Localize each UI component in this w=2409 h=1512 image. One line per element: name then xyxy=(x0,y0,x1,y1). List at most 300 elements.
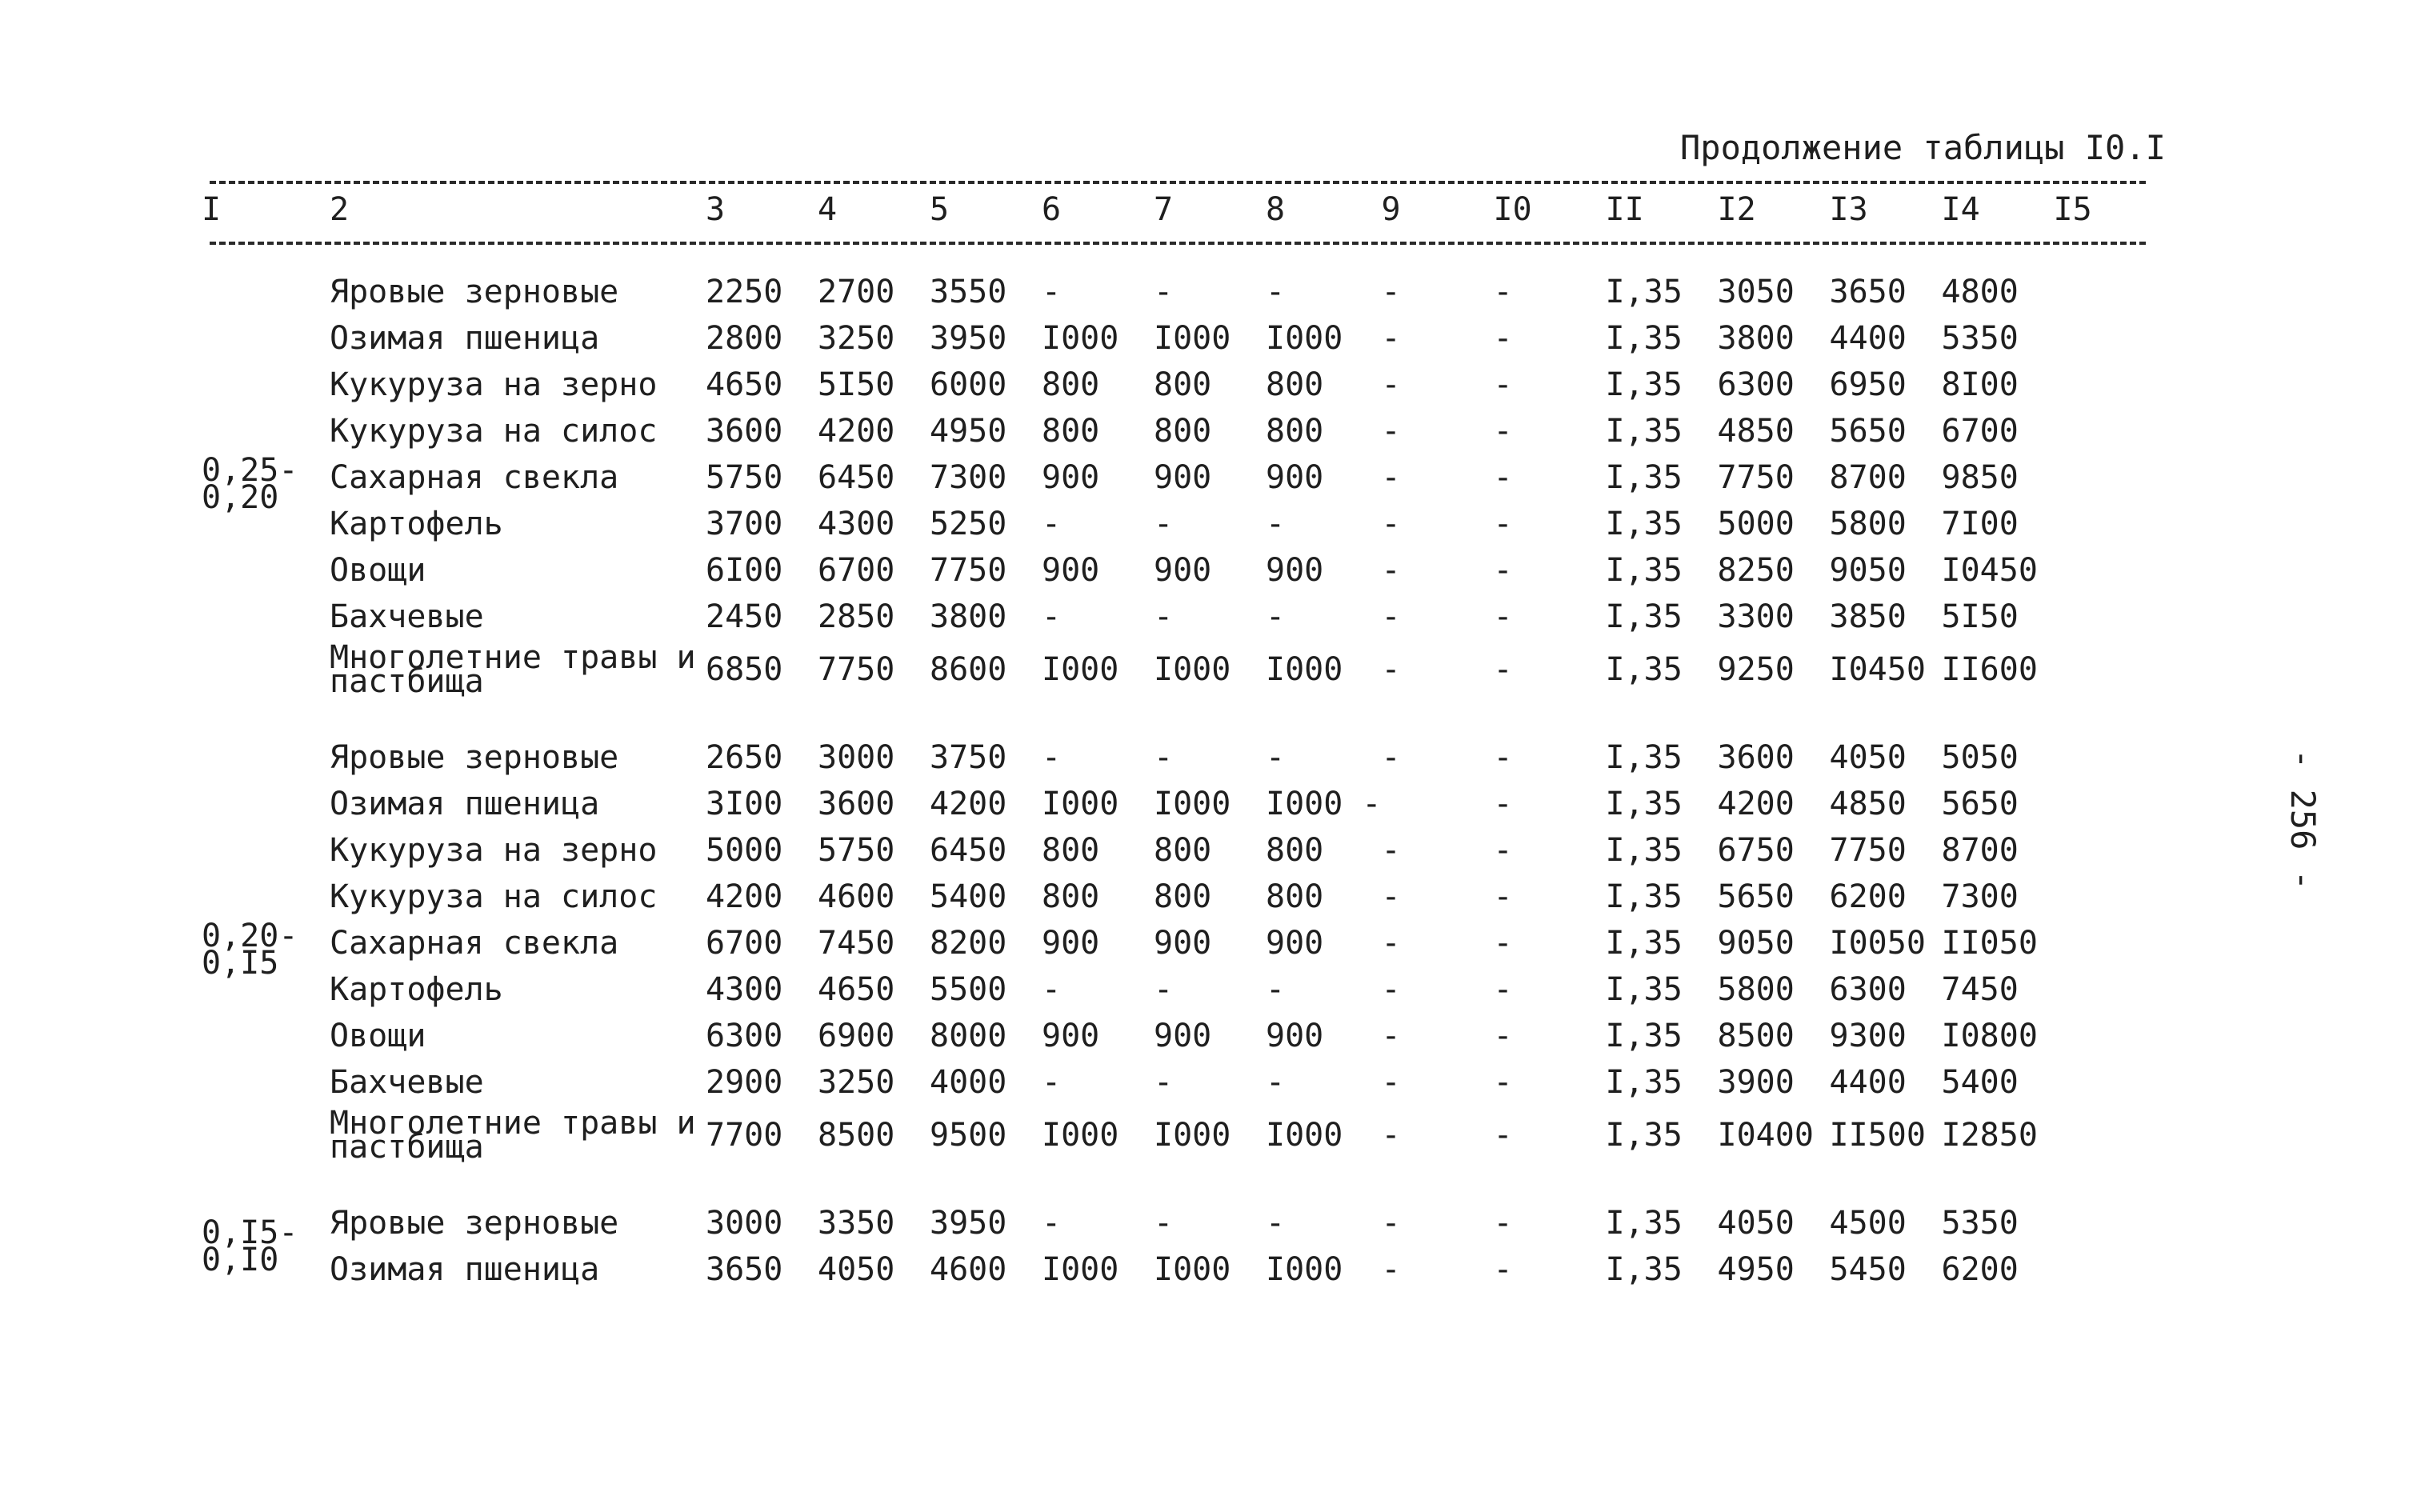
value-cell: 900 xyxy=(1154,1018,1212,1054)
value-cell: 800 xyxy=(1154,832,1212,869)
value-cell: 8500 xyxy=(1717,1018,1795,1054)
value-cell: I000 xyxy=(1154,1117,1231,1154)
crop-name-cell: Многолетние травы и пастбища xyxy=(330,640,696,699)
value-cell: I0450 xyxy=(1941,552,2038,589)
value-cell: - xyxy=(1266,274,1286,310)
value-cell: - xyxy=(1381,878,1401,915)
value-cell: 4600 xyxy=(930,1251,1007,1288)
value-cell: I,35 xyxy=(1605,320,1683,357)
table-body xyxy=(202,234,2150,1293)
value-cell: - xyxy=(1493,925,1513,962)
value-cell: 800 xyxy=(1042,413,1100,450)
table-row xyxy=(202,966,2150,1013)
value-cell: 6450 xyxy=(818,459,895,496)
value-cell: 2250 xyxy=(706,274,783,310)
value-cell: 5500 xyxy=(930,971,1007,1008)
value-cell: 2650 xyxy=(706,739,783,776)
value-cell: - xyxy=(1381,925,1401,962)
group-spacer xyxy=(202,1165,2150,1200)
value-cell: 6300 xyxy=(706,1018,783,1054)
range-start: 0,20- xyxy=(202,918,298,954)
value-cell: - xyxy=(1154,971,1174,1008)
crop-name-cell: Озимая пшеница xyxy=(330,1251,600,1288)
table-row xyxy=(202,594,2150,640)
value-cell: - xyxy=(1381,651,1401,688)
crop-name-cell: Яровые зерновые xyxy=(330,274,619,310)
value-cell: I000 xyxy=(1154,1251,1231,1288)
table-row xyxy=(202,640,2150,699)
value-cell: I000 xyxy=(1042,1251,1119,1288)
value-cell: - xyxy=(1493,971,1513,1008)
value-cell: I,35 xyxy=(1605,786,1683,822)
value-cell: 7750 xyxy=(818,651,895,688)
value-cell: 6950 xyxy=(1829,366,1907,403)
value-cell: - xyxy=(1493,1064,1513,1101)
value-cell: 3250 xyxy=(818,320,895,357)
value-cell: 3050 xyxy=(1717,274,1795,310)
column-header: 6 xyxy=(1042,191,1062,228)
value-cell: 900 xyxy=(1042,925,1100,962)
value-cell: I0050 xyxy=(1829,925,1926,962)
value-cell: I000 xyxy=(1154,651,1231,688)
group-spacer xyxy=(202,234,2150,269)
value-cell: - xyxy=(1493,1251,1513,1288)
page-number: - 256 - xyxy=(2283,748,2323,891)
value-cell: - xyxy=(1381,506,1401,542)
range-end: 0,I5 xyxy=(202,945,279,982)
value-cell: - xyxy=(1042,598,1062,635)
value-cell: I0450 xyxy=(1829,651,1926,688)
value-cell xyxy=(2054,454,2150,501)
value-cell: 6200 xyxy=(1829,878,1907,915)
value-cell: 4000 xyxy=(930,1064,1007,1101)
value-cell: 800 xyxy=(1266,832,1324,869)
value-cell: I,35 xyxy=(1605,651,1683,688)
value-cell: 800 xyxy=(1154,366,1212,403)
value-cell xyxy=(2054,1200,2150,1246)
value-cell: I000 xyxy=(1042,786,1119,822)
value-cell: 2800 xyxy=(706,320,783,357)
value-cell: - xyxy=(1493,459,1513,496)
value-cell xyxy=(2054,362,2150,408)
crop-name-cell: Овощи xyxy=(330,552,426,589)
value-cell: 4950 xyxy=(930,413,1007,450)
value-cell: 800 xyxy=(1266,878,1324,915)
value-cell: 9300 xyxy=(1829,1018,1907,1054)
value-cell: - xyxy=(1381,413,1401,450)
value-cell xyxy=(2054,734,2150,781)
range-start: 0,I5- xyxy=(202,1214,298,1251)
crop-name-cell: Бахчевые xyxy=(330,598,484,635)
value-cell: - xyxy=(1381,739,1401,776)
value-cell: 3250 xyxy=(818,1064,895,1101)
value-cell: 2700 xyxy=(818,274,895,310)
value-cell: I000 xyxy=(1042,1117,1119,1154)
value-cell: 800 xyxy=(1042,832,1100,869)
value-cell: - xyxy=(1381,552,1401,589)
crop-name-cell: Яровые зерновые xyxy=(330,1205,619,1242)
value-cell: I0400 xyxy=(1717,1117,1814,1154)
value-cell: - xyxy=(1493,786,1513,822)
value-cell: 3650 xyxy=(1829,274,1907,310)
value-cell: 5000 xyxy=(706,832,783,869)
value-cell: I,35 xyxy=(1605,832,1683,869)
value-cell xyxy=(2054,966,2150,1013)
value-cell xyxy=(2054,920,2150,966)
value-cell: I,35 xyxy=(1605,1064,1683,1101)
value-cell: 4300 xyxy=(818,506,895,542)
value-cell: 3350 xyxy=(818,1205,895,1242)
crop-name-cell: Сахарная свекла xyxy=(330,925,619,962)
value-cell: I000 xyxy=(1266,651,1343,688)
table-caption: Продолжение таблицы I0.I xyxy=(1680,128,2166,167)
value-cell xyxy=(2054,547,2150,594)
value-cell: I,35 xyxy=(1605,274,1683,310)
value-cell: 5750 xyxy=(818,832,895,869)
value-cell: 900 xyxy=(1154,459,1212,496)
table-row xyxy=(202,408,2150,454)
value-cell: 8700 xyxy=(1941,832,2019,869)
value-cell: - xyxy=(1042,971,1062,1008)
group-spacer-cell xyxy=(202,699,2150,734)
value-cell: I000 xyxy=(1154,786,1231,822)
table-row xyxy=(202,315,2150,362)
value-cell: 7750 xyxy=(1717,459,1795,496)
value-cell: I000 xyxy=(1042,320,1119,357)
value-cell: 4850 xyxy=(1717,413,1795,450)
value-cell xyxy=(2054,1013,2150,1059)
value-cell xyxy=(2054,874,2150,920)
value-cell: 800 xyxy=(1266,413,1324,450)
table-row xyxy=(202,827,2150,874)
crop-name-cell: Овощи xyxy=(330,1018,426,1054)
value-cell: - xyxy=(1266,1064,1286,1101)
value-cell: 6900 xyxy=(818,1018,895,1054)
value-cell: 800 xyxy=(1042,366,1100,403)
value-cell: I,35 xyxy=(1605,459,1683,496)
table-row xyxy=(202,1106,2150,1165)
value-cell: I,35 xyxy=(1605,925,1683,962)
value-cell: 5250 xyxy=(930,506,1007,542)
value-cell: - xyxy=(1493,320,1513,357)
value-cell: I,35 xyxy=(1605,413,1683,450)
value-cell: 4950 xyxy=(1717,1251,1795,1288)
value-cell xyxy=(2054,501,2150,547)
value-cell: 5650 xyxy=(1829,413,1907,450)
value-cell: 3550 xyxy=(930,274,1007,310)
value-cell: - xyxy=(1493,506,1513,542)
value-cell: I,35 xyxy=(1605,552,1683,589)
value-cell xyxy=(2054,594,2150,640)
crop-name-cell: Бахчевые xyxy=(330,1064,484,1101)
table-row xyxy=(202,454,2150,501)
value-cell: - xyxy=(1381,1018,1401,1054)
value-cell: 3600 xyxy=(818,786,895,822)
value-cell: - xyxy=(1381,832,1401,869)
value-cell: 4200 xyxy=(930,786,1007,822)
value-cell: 3600 xyxy=(706,413,783,450)
value-cell: - xyxy=(1493,274,1513,310)
value-cell: - xyxy=(1493,552,1513,589)
range-start: 0,25- xyxy=(202,452,298,489)
value-cell: 4200 xyxy=(706,878,783,915)
range-cell xyxy=(202,734,330,1165)
value-cell: - xyxy=(1493,598,1513,635)
value-cell xyxy=(1382,781,1494,827)
value-cell: 8200 xyxy=(930,925,1007,962)
value-cell: I000 xyxy=(1154,320,1231,357)
value-cell: - xyxy=(1381,366,1401,403)
value-cell: 3300 xyxy=(1717,598,1795,635)
table-row xyxy=(202,547,2150,594)
value-cell: 5800 xyxy=(1717,971,1795,1008)
value-cell: 3950 xyxy=(930,320,1007,357)
value-cell: 5400 xyxy=(930,878,1007,915)
value-cell: 4200 xyxy=(818,413,895,450)
value-cell: 8000 xyxy=(930,1018,1007,1054)
value-cell: 3800 xyxy=(1717,320,1795,357)
value-cell: 6300 xyxy=(1829,971,1907,1008)
value-cell: 4050 xyxy=(818,1251,895,1288)
value-cell: - xyxy=(1154,739,1174,776)
value-cell: 900 xyxy=(1154,552,1212,589)
value-cell: - xyxy=(1154,598,1174,635)
value-cell: 3800 xyxy=(930,598,1007,635)
value-cell xyxy=(2054,315,2150,362)
table-row xyxy=(202,1246,2150,1293)
value-cell: 900 xyxy=(1154,925,1212,962)
value-cell: - xyxy=(1266,971,1286,1008)
header-row xyxy=(202,186,2150,234)
value-cell: 5650 xyxy=(1717,878,1795,915)
value-cell: 5350 xyxy=(1941,320,2019,357)
value-cell: II500 xyxy=(1829,1117,1926,1154)
value-cell: - xyxy=(1381,459,1401,496)
value-cell: 2900 xyxy=(706,1064,783,1101)
value-cell: 9050 xyxy=(1717,925,1795,962)
value-cell: 4400 xyxy=(1829,1064,1907,1101)
value-cell: 8700 xyxy=(1829,459,1907,496)
value-cell: 3650 xyxy=(706,1251,783,1288)
value-cell xyxy=(2054,1059,2150,1106)
value-cell: 7750 xyxy=(930,552,1007,589)
value-cell: 9250 xyxy=(1717,651,1795,688)
value-cell: - xyxy=(1042,506,1062,542)
column-header: I0 xyxy=(1493,191,1532,228)
value-cell: - xyxy=(1154,506,1174,542)
value-cell: 8500 xyxy=(818,1117,895,1154)
range-cell xyxy=(202,1200,330,1293)
value-cell: 6300 xyxy=(1717,366,1795,403)
data-table xyxy=(202,186,2150,1293)
column-header: I xyxy=(202,191,222,228)
value-cell: - xyxy=(1266,506,1286,542)
table-row xyxy=(202,269,2150,315)
value-cell: 6850 xyxy=(706,651,783,688)
value-cell xyxy=(2054,1106,2150,1165)
value-cell: 3600 xyxy=(1717,739,1795,776)
table-row xyxy=(202,362,2150,408)
value-cell: I000 xyxy=(1042,651,1119,688)
value-cell: - xyxy=(1493,878,1513,915)
value-cell: I000 xyxy=(1266,320,1343,357)
range-cell xyxy=(202,269,330,699)
value-cell: - xyxy=(1381,320,1401,357)
value-cell: - xyxy=(1381,971,1401,1008)
value-cell: 8250 xyxy=(1717,552,1795,589)
value-cell: - xyxy=(1493,366,1513,403)
value-cell: 9500 xyxy=(930,1117,1007,1154)
value-cell xyxy=(2054,269,2150,315)
value-cell: 3000 xyxy=(706,1205,783,1242)
value-cell: 3900 xyxy=(1717,1064,1795,1101)
value-cell: I,35 xyxy=(1605,1251,1683,1288)
value-cell: I,35 xyxy=(1605,366,1683,403)
column-header: I5 xyxy=(2053,191,2092,228)
value-cell: 800 xyxy=(1154,878,1212,915)
value-cell: I,35 xyxy=(1605,1205,1683,1242)
value-cell: II600 xyxy=(1941,651,2038,688)
value-cell: 5000 xyxy=(1717,506,1795,542)
value-cell: 2450 xyxy=(706,598,783,635)
value-cell: 3I00 xyxy=(706,786,783,822)
value-cell: 4300 xyxy=(706,971,783,1008)
column-header: I4 xyxy=(1941,191,1980,228)
crop-name-cell: Многолетние травы и пастбища xyxy=(330,1106,696,1165)
value-cell: - xyxy=(1042,274,1062,310)
value-cell: 7300 xyxy=(930,459,1007,496)
value-cell: 7750 xyxy=(1829,832,1907,869)
value-cell: 7700 xyxy=(706,1117,783,1154)
column-header: 7 xyxy=(1154,191,1174,228)
value-cell: 800 xyxy=(1042,878,1100,915)
crop-name-cell: Кукуруза на зерно xyxy=(330,366,658,403)
value-cell: 5350 xyxy=(1941,1205,2019,1242)
value-cell: 800 xyxy=(1154,413,1212,450)
column-header: 9 xyxy=(1381,191,1401,228)
value-cell: - xyxy=(1154,1064,1174,1101)
crop-name-cell: Картофель xyxy=(330,506,503,542)
header-top-rule xyxy=(210,181,2146,184)
value-cell: 5050 xyxy=(1941,739,2019,776)
value-cell: - xyxy=(1493,832,1513,869)
crop-name-cell: Яровые зерновые xyxy=(330,739,619,776)
value-cell: 5800 xyxy=(1829,506,1907,542)
column-header: II xyxy=(1605,191,1644,228)
range-end: 0,I0 xyxy=(202,1242,279,1278)
column-header: 3 xyxy=(706,191,726,228)
column-header: I2 xyxy=(1717,191,1756,228)
value-cell: - xyxy=(1493,413,1513,450)
value-cell: 900 xyxy=(1266,1018,1324,1054)
value-cell: - xyxy=(1042,1205,1062,1242)
value-cell: 6000 xyxy=(930,366,1007,403)
crop-name-cell: Озимая пшеница xyxy=(330,320,600,357)
value-cell: 3850 xyxy=(1829,598,1907,635)
table-row xyxy=(202,734,2150,781)
value-cell: 4500 xyxy=(1829,1205,1907,1242)
value-cell: 4600 xyxy=(818,878,895,915)
value-cell: 4050 xyxy=(1717,1205,1795,1242)
value-cell: 7450 xyxy=(818,925,895,962)
value-cell: 6200 xyxy=(1941,1251,2019,1288)
value-cell: - xyxy=(1266,598,1286,635)
crop-name-cell: Сахарная свекла xyxy=(330,459,619,496)
value-cell: - xyxy=(1381,1064,1401,1101)
value-cell: - xyxy=(1381,1251,1401,1288)
value-cell: 5400 xyxy=(1941,1064,2019,1101)
value-cell: 4650 xyxy=(818,971,895,1008)
value-cell: 900 xyxy=(1042,552,1100,589)
value-cell: - xyxy=(1381,1117,1401,1154)
table-row xyxy=(202,501,2150,547)
column-header: I3 xyxy=(1829,191,1868,228)
value-cell: 4850 xyxy=(1829,786,1907,822)
value-cell xyxy=(2054,827,2150,874)
crop-name-cell: Кукуруза на зерно xyxy=(330,832,658,869)
value-cell: I,35 xyxy=(1605,878,1683,915)
value-cell: - xyxy=(1493,1018,1513,1054)
value-cell: - xyxy=(1381,598,1401,635)
value-cell: I000 xyxy=(1266,1117,1343,1154)
value-cell: 900 xyxy=(1266,552,1324,589)
value-cell: 7300 xyxy=(1941,878,2019,915)
column-header: 5 xyxy=(930,191,950,228)
table-row xyxy=(202,1059,2150,1106)
value-cell: 6700 xyxy=(1941,413,2019,450)
column-header: 8 xyxy=(1266,191,1286,228)
value-cell: 7I00 xyxy=(1941,506,2019,542)
value-cell: 900 xyxy=(1042,459,1100,496)
table-row xyxy=(202,781,2150,827)
value-cell: I,35 xyxy=(1605,1117,1683,1154)
value-cell: I000 xyxy=(1266,1251,1343,1288)
value-cell: I000 - xyxy=(1266,786,1382,822)
value-cell: - xyxy=(1493,739,1513,776)
value-cell: - xyxy=(1042,1064,1062,1101)
value-cell: 900 xyxy=(1042,1018,1100,1054)
value-cell: I,35 xyxy=(1605,739,1683,776)
value-cell: 6700 xyxy=(818,552,895,589)
value-cell: - xyxy=(1381,1205,1401,1242)
value-cell xyxy=(2054,408,2150,454)
value-cell: 3750 xyxy=(930,739,1007,776)
value-cell: I,35 xyxy=(1605,506,1683,542)
value-cell: 4400 xyxy=(1829,320,1907,357)
value-cell: 5I50 xyxy=(1941,598,2019,635)
value-cell: 9850 xyxy=(1941,459,2019,496)
value-cell: 5750 xyxy=(706,459,783,496)
value-cell: 5I50 xyxy=(818,366,895,403)
crop-name-cell: Озимая пшеница xyxy=(330,786,600,822)
value-cell xyxy=(2054,640,2150,699)
group-spacer xyxy=(202,699,2150,734)
table-row xyxy=(202,920,2150,966)
value-cell: 6I00 xyxy=(706,552,783,589)
group-spacer-cell xyxy=(202,234,2150,269)
value-cell: 8600 xyxy=(930,651,1007,688)
value-cell: - xyxy=(1493,1205,1513,1242)
column-header: 4 xyxy=(818,191,838,228)
crop-name-cell: Картофель xyxy=(330,971,503,1008)
range-end: 0,20 xyxy=(202,479,279,516)
value-cell: 3000 xyxy=(818,739,895,776)
value-cell: II050 xyxy=(1941,925,2038,962)
crop-name-cell: Кукуруза на силос xyxy=(330,413,658,450)
group-spacer-cell xyxy=(202,1165,2150,1200)
column-header: 2 xyxy=(330,191,350,228)
crop-name-cell: Кукуруза на силос xyxy=(330,878,658,915)
